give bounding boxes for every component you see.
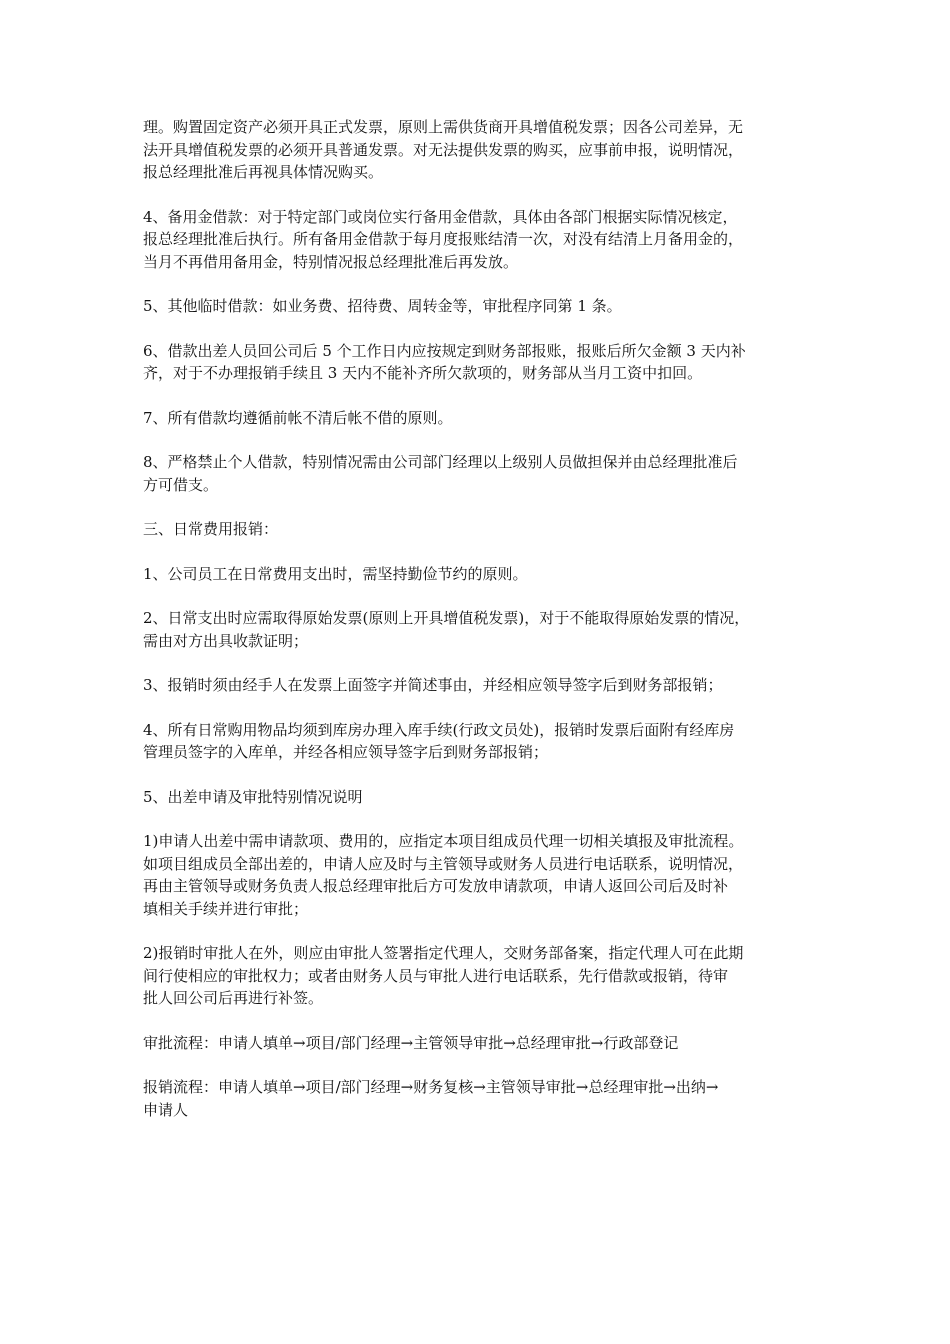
paragraph-fixed-asset-invoice [143, 116, 813, 184]
paragraph-item-8-personal-loans [143, 451, 813, 496]
paragraph-subitem-2-approver-absent [143, 942, 813, 1010]
text-line: 需由对方出具收款证明； [143, 631, 309, 650]
text-line: 3、报销时须由经手人在发票上面签字并简述事由，并经相应领导签字后到财务部报销； [143, 676, 723, 694]
text-line: 当月不再借用备用金，特别情况报总经理批准后再发放。 [143, 252, 519, 271]
section-heading: 三、日常费用报销： [143, 520, 279, 538]
text-line: 报总经理批准后再视具体情况购买。 [143, 163, 384, 181]
text-line: 如项目组成员全部出差的，申请人应及时与主管领导或财务人员进行电话联系，说明情况， [143, 854, 744, 873]
text-line: 7、所有借款均遵循前帐不清后帐不借的原则。 [143, 408, 453, 427]
paragraph-item-4-petty-cash [143, 206, 813, 274]
paragraph-item-5-temporary-loans [143, 295, 813, 318]
text-line: 管理员签字的入库单，并经各相应领导签字后到财务部报销； [143, 743, 549, 761]
text-line: 审批流程：申请人填单→项目/部门经理→主管领导审批→总经理审批→行政部登记 [143, 1033, 679, 1052]
text-line: 填相关手续并进行审批； [143, 899, 309, 918]
text-line: 1、公司员工在日常费用支出时，需坚持勤俭节约的原则。 [143, 564, 528, 583]
paragraph-approval-flow [143, 1032, 813, 1055]
text-line: 报销流程：申请人填单→项目/部门经理→财务复核→主管领导审批→总经理审批→出纳→ [143, 1078, 719, 1096]
paragraph-item-7-loan-principle [143, 407, 813, 430]
text-line: 5、出差申请及审批特别情况说明 [143, 787, 363, 806]
text-line: 报总经理批准后执行。所有备用金借款于每月度报账结清一次，对没有结清上月备用金的， [143, 230, 744, 248]
text-line: 方可借支。 [143, 475, 219, 494]
text-line: 法开具增值税发票的必须开具普通发票。对无法提供发票的购买，应事前申报，说明情况， [143, 140, 744, 159]
paragraph-subitem-1-travel-applicant [143, 830, 813, 920]
paragraph-expense-item-1 [143, 563, 813, 586]
paragraph-expense-item-2 [143, 607, 813, 652]
text-line: 2、日常支出时应需取得原始发票(原则上开具增值税发票)，对于不能取得原始发票的情况， [143, 609, 750, 627]
paragraph-reimbursement-flow [143, 1076, 813, 1121]
text-line: 再由主管领导或财务负责人报总经理审批后方可发放申请款项，申请人返回公司后及时补 [143, 877, 729, 895]
text-line: 1)申请人出差中需申请款项、费用的，应指定本项目组成员代理一切相关填报及审批流程。 [143, 832, 744, 850]
paragraph-item-6-travel-settlement [143, 340, 813, 385]
text-line: 5、其他临时借款：如业务费、招待费、周转金等，审批程序同第 1 条。 [143, 297, 622, 315]
paragraph-expense-item-4 [143, 719, 813, 764]
document-body [143, 116, 813, 1143]
text-line: 批人回公司后再进行补签。 [143, 989, 324, 1007]
text-line: 齐，对于不办理报销手续且 3 天内不能补齐所欠款项的，财务部从当月工资中扣回。 [143, 364, 703, 382]
text-line: 理。购置固定资产必须开具正式发票，原则上需供货商开具增值税发票；因各公司差异，无 [143, 118, 744, 136]
text-line: 2)报销时审批人在外，则应由审批人签署指定代理人，交财务部备案，指定代理人可在此期 [143, 944, 744, 962]
section-heading-daily-expenses [143, 518, 813, 541]
paragraph-expense-item-5 [143, 786, 813, 809]
text-line: 6、借款出差人员回公司后 5 个工作日内应按规定到财务部报账，报账后所欠金额 3 天内补 [143, 341, 746, 360]
text-line: 间行使相应的审批权力；或者由财务人员与审批人进行电话联系，先行借款或报销，待审 [143, 966, 729, 985]
paragraph-expense-item-3 [143, 674, 813, 697]
text-line: 4、备用金借款：对于特定部门或岗位实行备用金借款，具体由各部门根据实际情况核定， [143, 207, 738, 226]
text-line: 申请人 [143, 1100, 189, 1119]
text-line: 8、严格禁止个人借款，特别情况需由公司部门经理以上级别人员做担保并由总经理批准后 [143, 453, 738, 471]
text-line: 4、所有日常购用物品均须到库房办理入库手续(行政文员处)，报销时发票后面附有经库房 [143, 720, 735, 739]
